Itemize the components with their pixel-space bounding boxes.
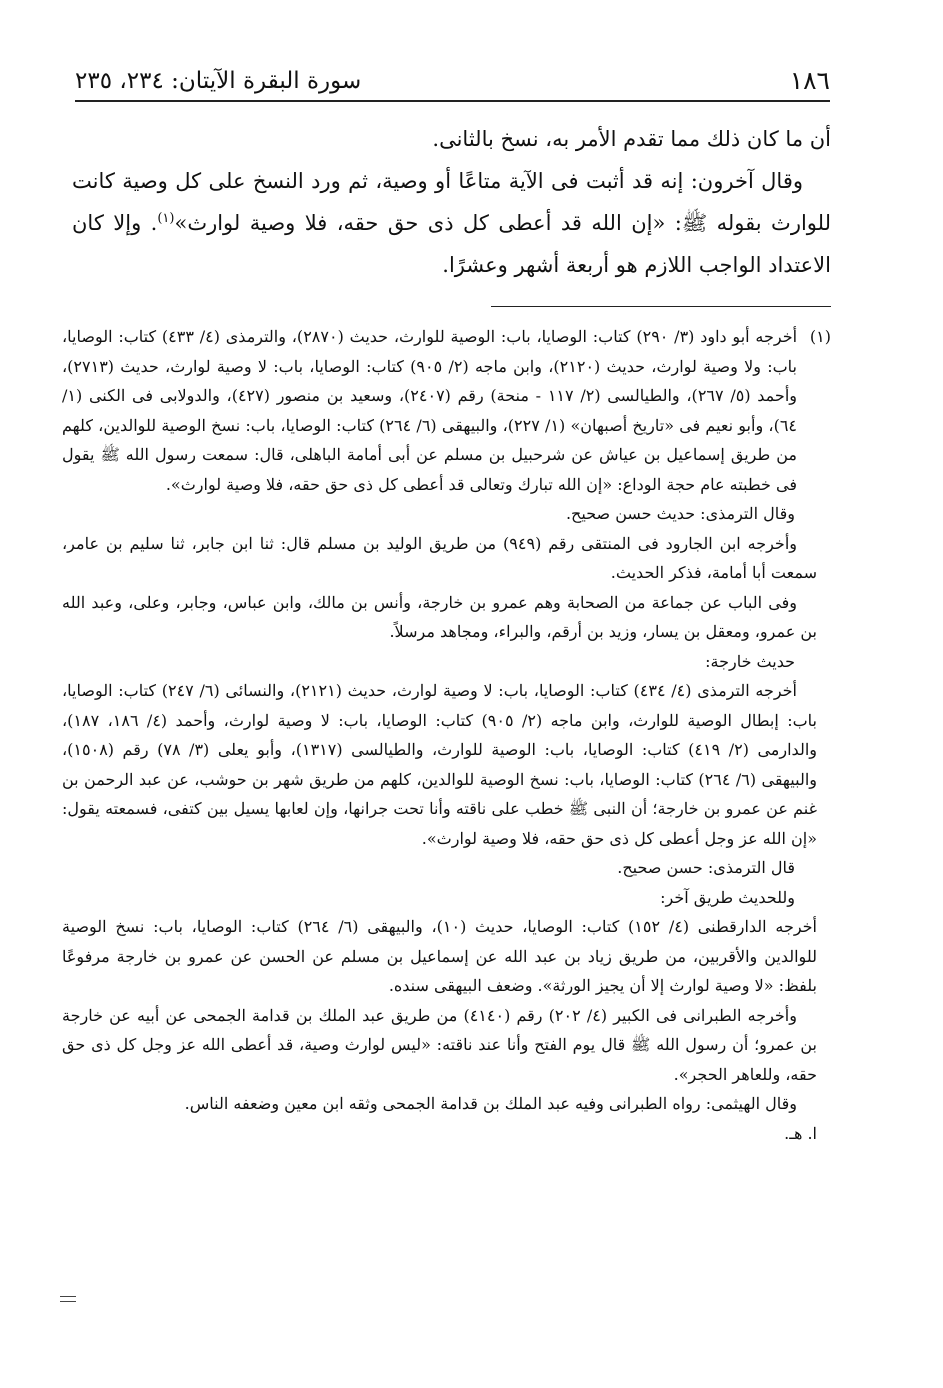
footnote-text: أخرجه أبو داود (٣/ ٢٩٠) كتاب: الوصايا، باب: الوصية للوارث، حديث (٢٨٧٠)، والترمذى (٤/ ٤٣٣) كتاب: الوصايا، باب: ولا وصية لوارث، حديث (٢١٢٠)، وابن ماجه (٢/ ٩٠٥) كتاب: الوصايا، باب: لا وصية لوارث، حديث (٢٧١٣)، وأحمد (٥/ ٢٦٧)، والطيالسى (٢/ ١١٧ - منحة) رقم (٢٤٠٧)، وسعيد بن منصور (٤٢٧)، والدولابى فى الكنى (١/ ٦٤)، وأبو نعيم فى «تاريخ أصبهان» (١/ ٢٢٧)، والبيهقى (٦/ ٢٦٤) كتاب: الوصايا، باب: نسخ الوصية للوالدين، كلهم من طريق إسماعيل بن عياش عن شرحبيل بن مسلم عن أبى أمامة الباهلى، قال: سمعت رسول الله ﷺ يقول فى خطبته عام حجة الوداع: «إن الله تبارك وتعالى قد أعطى كل ذى حق حقه، فلا وصية لوارث». bbox=[62, 327, 798, 494]
main-text bbox=[72, 118, 831, 286]
footnote-paragraph: أخرجه الترمذى (٤/ ٤٣٤) كتاب: الوصايا، باب: لا وصية لوارث، حديث (٢١٢١)، والنسائى (٦/ ٢٤٧) كتاب: الوصايا، باب: إبطال الوصية للوارث، وابن ماجه (٢/ ٩٠٥) كتاب: الوصايا، باب: لا وصية لوارث، وأحمد (٤/ ١٨٦، ١٨٧)، والدارمى (٢/ ٤١٩) كتاب: الوصايا، باب: الوصية للوارث، والطيالسى (١٣١٧)، وأبو يعلى (٣/ ٧٨) رقم (١٥٠٨)، والبيهقى (٦/ ٢٦٤) كتاب: الوصايا، باب: نسخ الوصية للوالدين، كلهم من طريق شهر بن حوشب، عن عبد الرحمن بن غنم عن عمرو بن خارجة؛ أن النبى ﷺ خطب على ناقته وأنا تحت جرانها، وإن لعابها يسيل بين كتفى، فسمعته يقول: «إن الله عز وجل أعطى كل ذى حق حقه، فلا وصية لوارث». bbox=[62, 681, 818, 848]
page-number: ١٨٦ bbox=[789, 66, 830, 95]
bottom-margin-mark bbox=[60, 1296, 76, 1302]
footnote-paragraph: قال الترمذى: حسن صحيح. bbox=[617, 858, 795, 877]
main-paragraph bbox=[72, 160, 831, 286]
main-paragraph-text: وقال آخرون: إنه قد أثبت فى الآية متاعًا أو وصية، ثم ورد النسخ على كل وصية كانت للوارث بقوله ﷺ: «إن الله قد أعطى كل ذى حق حقه، فلا وصية لوارث» bbox=[72, 169, 832, 235]
main-paragraph: أن ما كان ذلك مما تقدم الأمر به، نسخ بالثانى. bbox=[432, 127, 831, 151]
footnote-paragraph: حديث خارجة: bbox=[705, 651, 795, 671]
footnote-reference: (١) bbox=[157, 211, 175, 226]
running-title: سورة البقرة الآيتان: ٢٣٤، ٢٣٥ bbox=[75, 68, 362, 94]
footnote-paragraph: وأخرجه الطبرانى فى الكبير (٤/ ٢٠٢) رقم (٤١٤٠) من طريق عبد الملك بن قدامة الجمحى عن أبيه عن خارجة بن عمرو؛ أن رسول الله ﷺ قال يوم الفتح وأنا عند ناقته: «ليس لوارث وصية، قد أعطى الله عز وجل كل ذى حق حقه، وللعاهر الحجر». bbox=[62, 1005, 817, 1084]
footnotes bbox=[62, 322, 831, 1148]
footnote-paragraph bbox=[62, 322, 831, 499]
footnote-paragraph: أخرجه الدارقطنى (٤/ ١٥٢) كتاب: الوصايا، حديث (١٠)، والبيهقى (٦/ ٢٦٤) كتاب: الوصايا، باب: نسخ الوصية للوالدين والأقربين، من طريق زياد بن عبد الله عن إسماعيل بن مسلم عن الحسن عن عمرو بن خارجة مرفوعًا بلفظ: «لا وصية لوارث إلا أن يجيز الورثة». وضعف البيهقى سنده. bbox=[62, 917, 818, 995]
footnote-paragraph: وفى الباب عن جماعة من الصحابة وهم عمرو بن خارجة، وأنس بن مالك، وابن عباس، وجابر، وعلى، وعبد الله بن عمرو، ومعقل بن يسار، وزيد بن أرقم، والبراء، ومجاهد مرسلاً. bbox=[62, 592, 817, 641]
footnote-paragraph: ا. هـ. bbox=[784, 1123, 817, 1143]
footnote-paragraph: وأخرجه ابن الجارود فى المنتقى رقم (٩٤٩) من طريق الوليد بن مسلم قال: ثنا ابن جابر، ثنا سليم بن عامر، سمعت أبا أمامة، فذكر الحديث. bbox=[62, 533, 817, 582]
page-header bbox=[75, 58, 830, 96]
footnote-separator bbox=[491, 306, 831, 307]
footnote-number: (١) bbox=[809, 327, 831, 346]
main-paragraph-end: . وإلا كان الاعتداد الواجب اللازم هو أربعة أشهر وعشرًا. bbox=[72, 211, 831, 277]
footnote-paragraph: وللحديث طريق آخر: bbox=[660, 887, 795, 907]
footnote-paragraph: وقال الهيثمى: رواه الطبرانى وفيه عبد الملك بن قدامة الجمحى وثقه ابن معين وضعفه الناس. bbox=[184, 1094, 797, 1113]
footnote-paragraph: وقال الترمذى: حديث حسن صحيح. bbox=[565, 504, 795, 523]
header-rule bbox=[75, 100, 830, 102]
